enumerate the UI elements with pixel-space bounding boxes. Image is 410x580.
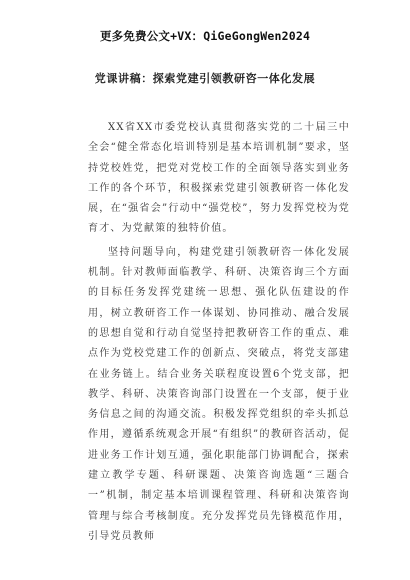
paragraph-mechanism: 坚持问题导向，构建党建引领教研咨一体化发展机制。针对教师面临教学、科研、决策咨询三个方面的目标任务发挥党建统一思想、强化队伍建设的作用，树立教研咨工作一体谋划、协同推动、融合发展的思想自觉和行动自觉坚持把教研咨工作的重点、难点作为党校党建工作的创新点、突破点，将党支部建在业务链上。结合业务关联程度设置6个党支部，把教学、科研、决策咨询部门设置在一个支部，便于业务信息之间的沟通交流。积极发挥党组织的牵头抓总作用，遵循系统观念开展“有组织”的教研咨活动，促进业务工作计划互通，强化职能部门协调配合，探索建立教学专题、科研课题、决策咨询选题“三题合一”机制，制定基本培训课程管理、科研和决策咨询管理与综合考核制度。充分发挥党员先锋模范作用，引导党员教师 bbox=[88, 246, 350, 542]
document-title: 党课讲稿：探索党建引领教研咨一体化发展 bbox=[94, 72, 316, 85]
paragraph-intro: XX省XX市委党校认真贯彻落实党的二十届三中全会“健全常态化培训特别是基本培训机制”要求，坚持党校姓党，把党对党校工作的全面领导落实到业务工作的各个环节，积极探索党建引领教研咨一体化发展，在“强省会”行动中“强党校”，努力发挥党校为党育才、为党献策的独特价值。 bbox=[88, 122, 350, 235]
promo-banner: 更多免费公文+VX：QiGeGongWen2024 bbox=[99, 29, 311, 43]
document-body bbox=[88, 118, 350, 547]
